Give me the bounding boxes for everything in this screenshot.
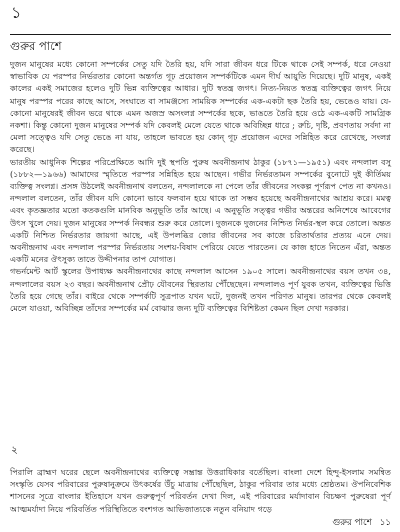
header-rule <box>10 34 391 35</box>
section-2-body <box>10 466 391 515</box>
paragraph: ভারতীয় আধুনিক শিল্পের পরিপ্রেক্ষিতে আদি দুই স্থপতি পুরুষ অবনীন্দ্রনাথ ঠাকুর (১৮৭১—১৯৫১) এবং নন্দলাল বসু (১৮৮২—১৯৬৬) আমাদের স্মৃতিতে পরস্পর সন্নিহিত হয়ে আছেন। গভীর নির্ভরতামন সম্পর্কের বুনোটে দুই কীর্তিময় ব্যক্তিত্ব সংলগ্ন। প্রসঙ্গ উঠলেই অবনীন্দ্রনাথ বলতেন, নন্দলালকে না পেলে তাঁর জীবনের সংকল্প পূর্ণরূপ পেত না কখনও। নন্দলাল বলতেন, তাঁর জীবন যদি কোনো ভাবে ফলবান হয়ে থাকে তা সম্ভব হয়েছে অবনীন্দ্রনাথের আশ্রয় করে। মমত্ব এবং কৃতজ্ঞতার মতো কতকগুলি মানবিক অনুভূতি তাঁর আছে। এ অনুভূতি সত্ত্বর গভীর অন্তরের অনিশেষে আবেগের উৎস খুলে দেয়। দুজন মানুষের সম্পর্ক নিবন্ধর শুরু করে তোলে। দুজনকে দুজনের নিশ্চিত নির্ভর-স্থল করে তোলে। অন্তত একটি নিশ্চিত নির্ভরতার জায়গা আছে, এই উপলব্ধির জোর জীবনের সব কাজে চরিতার্থতার প্রত্যয় এনে দেয়। অবনীন্দ্রনাথ এবং নন্দলাল পরস্পর নির্ভরতায় সংশয়-বিষাদ পেরিয়ে যেতে পারতেন। যে কাজ হাতে নিতেন এঁরা, অন্তত একটি মনের ঔৎসুক্য তাতে উদ্দীপনার তাপ যোগাত। <box>10 156 391 265</box>
paragraph: পিরালি ব্রাহ্মণ ঘরের ছেলে অবনীন্দ্রনাথের ব্যক্তিত্বে সম্ভ্রান্ত উত্তরাধিকার বর্তেছিল। বাংলা দেশে হিন্দু-ইসলাম সমন্বিত সংস্কৃতি যেসব পরিবারের পুরুষানুক্রমে উৎকর্ষের উঁচু মাত্রায় পৌঁছেছিল, ঠাকুর পরিবার তার মধ্যে শ্রেষ্ঠতম। ঔপনিবেশিক শাসনের সূত্রে বাংলার ইতিহাসে যখন গুরুত্বপূর্ণ পরিবর্তন দেখা দিল, এই পরিবারের মর্যাদাবান বিচক্ষণ পুরুষেরা পূর্ণ আত্মমর্যাদা নিয়ে পরিবর্তিত পরিস্থিতিতে বংশগত আভিজাত্যকে নতুন বনিয়াদ গড়ে <box>10 467 391 514</box>
page-number: ১১ <box>379 518 391 528</box>
chapter-title: গুরুর পাশে <box>10 39 62 53</box>
section-number: ২ <box>11 444 18 456</box>
page-footer <box>332 518 391 529</box>
section-1-body <box>10 58 391 314</box>
running-title: গুরুর পাশে <box>332 518 372 528</box>
paragraph: দুজন মানুষের মধ্যে কোনো সম্পর্কের সেতু যদি তৈরি হয়, যদি সারা জীবন ধরে টিকে থাকে সেই সম্পর্ক, ধরে নেওয়া স্বাভাবিক যে পরস্পর নির্ভরতার কোনো অন্তর্গত গূঢ় প্রয়োজন সম্পর্কটিকে এমন দীর্ঘ আয়ুতি দিয়েছে। দুটি মানুষ, একই কালের একই সমাজের হলেও দুটি ভিন্ন ব্যক্তিত্বের আধার। দুটি স্বতন্ত্র জগৎ। নিত্য-নিয়ত স্বতন্ত্র ব্যক্তিত্বের জগৎ নিয়ে মানুষ পরস্পর পরের কাছে আসে, সংঘাতে বা সামঞ্জস্যে সাময়িক সম্পর্কের এক-একটা ছক তৈরি হয়, ভেঙেও যায়। যে-কোনো মানুষেরই জীবন ভরে থাকে এমন অজস্র অসংলগ্ন সম্পর্কের ছকে, ভাঙতে তৈরি হয়ে ওঠে এক-একটি সামগ্রিক নকশা। কিন্তু কোনো দুজন মানুষের সম্পর্ক যদি কেবলই মেলে যেতে থাকে অবিচ্ছিন্ন ধারে ; রুচি, দৃষ্টি, প্রবণতায় সর্বদা না মেলা সত্ত্বেও যদি সেতু ভেঙে না যায়, তাহলে ভাবতে হয় কোন্ গূঢ় প্রয়োজন এদের সন্নিহিত করে রেখেছে, সংলগ্ন করেছে। <box>10 59 391 155</box>
chapter-number: ১ <box>11 3 22 22</box>
paragraph: গভর্নমেন্ট আর্ট স্কুলের উপাধ্যক্ষ অবনীন্দ্রনাথের কাছে নন্দলাল আসেন ১৯০৫ সালে। অবনীন্দ্রনাথের বয়স তখন ৩৪, নন্দলালের বয়স ২৩ বছর। অবনীন্দ্রনাথ প্রৌঢ় যৌবনের স্থিরতায় পৌঁছেছেন। নন্দলালও পূর্ণ যুবক তখন, ব্যক্তিত্বের ভিত্তি তৈরি হয়ে গেছে তাঁর। বাইরে থেকে সম্পর্কটি সুত্রপাত যখন ঘটে, দুজনই তখন পরিণত মানুষ। তারপর থেকে কেবলই মেলে যাওয়া, অবিচ্ছিন্ন তাঁদের সম্পর্কের মর্ম বোঝার জন্য দুটি ব্যক্তিত্বের বিশিষ্টতা কেমন ছিল দেখা দরকার। <box>10 266 391 314</box>
